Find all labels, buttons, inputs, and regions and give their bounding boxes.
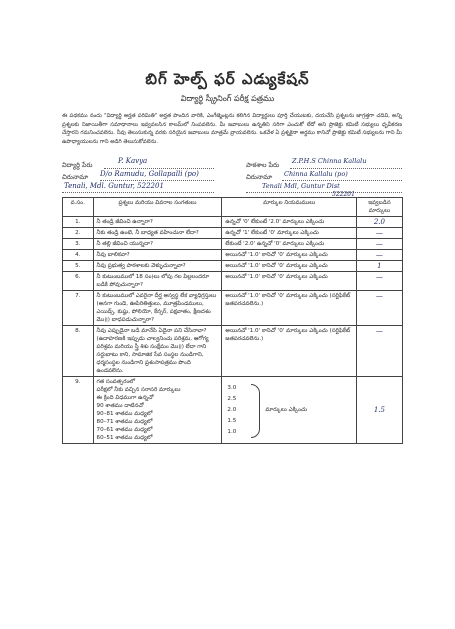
grade-scale-value: 2.5 xyxy=(227,396,237,402)
row-question: నీవు ప్రభుత్వ పాఠశాలకు వెళ్ళుచున్నావా? xyxy=(93,261,222,272)
row-serial: 8. xyxy=(63,326,94,377)
header-question: ప్రశ్నలు మరియు వివరాల సంగతులు xyxy=(93,198,222,217)
grade-scale-value: 3.0 xyxy=(227,385,237,391)
row-serial: 2. xyxy=(63,228,94,239)
row-question-grades xyxy=(93,377,222,444)
table-row xyxy=(63,228,403,239)
grades-line: ఈ క్రింది విధముగా ఉన్నచో xyxy=(96,395,154,401)
row-question: నీవు ఎప్పుడైనా బడి మానేసి ఏదైనా పని చేసినావా? (ఉదాహరణకి ఇప్పుడు చాల్వనించు పరిశ్రమ, ఆగోగ్య పరిశ్రమ మరియు స్త్రీ శిశు సంక్షేమం మొ॥) లేదా గాని సర్దుబాటు కాని, సామాజిక సేవ సంస్థల నుండిగాని, ధర్మసంస్థల నుండిగాని ప్రశంసాపత్రము పొంది ఉండవలెను. xyxy=(93,326,222,377)
row-question: నీ కుటుంబములో 18 సం।లు లోపు గల పిల్లలందరూ బడికి పోవుచున్నారా? xyxy=(93,272,222,291)
row-mark[interactable]: — xyxy=(356,239,402,250)
header-rule: మార్కుల నియమములు xyxy=(222,198,356,217)
header-serial: వ.సం. xyxy=(63,198,94,217)
grades-line: 60–51 శాతము మధ్యలో xyxy=(96,435,153,441)
school-address-line-2 xyxy=(246,192,402,193)
table-row-grades xyxy=(63,377,403,444)
row-question: నీవు బాలికవా? xyxy=(93,250,222,261)
table-row xyxy=(63,261,403,272)
school-name-value[interactable]: Z.P.H.S Chinna Kallalu xyxy=(292,157,367,165)
row-rule: అయినచో '1.0' కానిచో '0' మార్కులు ఎక్కించు (సర్టిఫికేట్ జతపరచవలెను.) xyxy=(222,326,356,377)
form-subtitle: విద్యార్థి స్క్రీనింగ్ పరీక్ష పత్రము xyxy=(180,94,275,103)
grades-line: 70–61 శాతము మధ్యలో xyxy=(96,427,153,433)
row-rule: అయినచో '1.0' కానిచో '0' మార్కులు ఎక్కించు xyxy=(222,272,356,291)
grades-line: 90 శాతము దాటినచో xyxy=(96,403,144,409)
row-rule: ఉన్నచో '1' లేకుంటే '0' మార్కులు ఎక్కించు xyxy=(222,228,356,239)
school-address-value[interactable]: Chinna Kallalu (po) xyxy=(284,170,348,178)
address-label: చిరునామా xyxy=(62,173,89,181)
student-name-value[interactable]: P. Kavya xyxy=(118,157,148,165)
header-marks: ఇవ్వబడిన మార్కులు xyxy=(356,198,402,217)
grades-heading: గత సంవత్సరంలో xyxy=(96,379,136,385)
address-value-2[interactable]: Tenali, Mdl. Guntur, 522201 xyxy=(64,182,164,190)
form-title: బిగ్ హెల్ప్ ఫర్ ఎడ్యుకేషన్ xyxy=(145,70,310,88)
address-line-2 xyxy=(62,192,214,193)
grade-scale xyxy=(225,378,352,442)
grade-scale-value: 1.5 xyxy=(227,418,237,424)
row-rule: లేకుంటే '2.0' ఉన్నచో '0' మార్కులు ఎక్కించు xyxy=(222,239,356,250)
grade-scale-rule: మార్కులు ఎక్కించు xyxy=(265,407,308,413)
row-mark[interactable]: — xyxy=(356,228,402,239)
school-address-value-3[interactable]: 522201 xyxy=(332,191,355,198)
grades-line: 90–81 శాతము మధ్యలో xyxy=(96,411,153,417)
row-serial: 1. xyxy=(63,217,94,228)
row-mark[interactable]: — xyxy=(356,250,402,261)
address-value[interactable]: D/o Ramudu, Gollapalli (po) xyxy=(100,170,199,178)
table-row xyxy=(63,217,403,228)
student-name-line xyxy=(104,168,214,169)
table-row xyxy=(63,326,403,377)
row-question: నీ తండ్రి జీవించి ఉన్నారా? xyxy=(93,217,222,228)
address-line xyxy=(100,180,214,181)
row-mark[interactable]: — xyxy=(356,291,402,326)
row-rule: అయినచో '1.0' కానిచో '0' మార్కులు ఎక్కించు xyxy=(222,250,356,261)
grade-scale-value: 1.0 xyxy=(227,429,237,435)
grade-scale-value: 2.0 xyxy=(227,407,237,413)
table-row xyxy=(63,272,403,291)
school-address-line xyxy=(282,180,402,181)
school-address-label: చిరునామా xyxy=(246,173,273,181)
row-question: నీ తల్లి జీవించి యున్నదా? xyxy=(93,239,222,250)
row-serial: 9. xyxy=(63,377,94,444)
instructions-paragraph: ఈ పథకము నందు "విద్యార్థి అర్హత పరిమితి" అర్హత పొందిన వారికి, ఎంగేజ్మెంట్లను కలిగిన విద్యార్థులు పూర్తి చేయుటకు, దయచేసి ప్రశ్నలను జాగ్రత్తగా చదివి, అన్ని ప్రశ్నలకు నిజాయితీగా సమాధానాలు ఇవ్వవలసిన కాలమ్‌లో నింపవలెను. మీ జవాబులు ఉన్నతిని సరిగా ఎంచుకో లేదో అని ప్రాజెక్టు కమిటీ సభ్యులు ధృవీకరణ చేస్తారని గమనించవలెను. నీవు తెలుసుకున్న వరకు సరియైన జవాబులు మాత్రమే వ్రాయవలెను. ఒకవేళ ఏ ప్రశ్నకైనా అర్థము కానిచో ప్రాజెక్టు కమిటీ సభ్యులను గాని మీ ఉపాధ్యాయులను గాని అడిగి తెలుసుకోవలెను. xyxy=(62,113,402,145)
table-row xyxy=(63,291,403,326)
row-rule-grades xyxy=(222,377,356,444)
grade-scale-values xyxy=(227,384,247,439)
row-serial: 6. xyxy=(63,272,94,291)
brace-icon xyxy=(251,384,260,438)
table-row xyxy=(63,250,403,261)
row-rule: అయినచో '1.0' కానిచో '0' మార్కులు ఎక్కించు (సర్టిఫికేట్ జతపరచవలెను.) xyxy=(222,291,356,326)
table-header-row xyxy=(63,198,403,217)
table-row xyxy=(63,239,403,250)
row-question: నీ కుటుంబములో ఎవరైనా దీర్ఘ అస్వస్థ లేక వ్యాధిగ్రస్తులు (అనగా గుండె, ఊపిరితిత్తులు, మూత్రపిండములు, ఎయిడ్స్, కుష్ఠు, పోలియో, కేన్సర్, పక్షవాతం, క్షీణదశం మొ॥) బాధపడుచున్నారా? xyxy=(93,291,222,326)
grades-line: పరీక్షలో నీకు వచ్చిన సరాసరి మార్కులు xyxy=(96,387,181,393)
school-name-line xyxy=(290,168,402,169)
row-serial: 4. xyxy=(63,250,94,261)
row-mark[interactable]: 2.0 xyxy=(356,217,402,228)
row-mark-grades[interactable]: 1.5 xyxy=(356,377,402,444)
row-rule: అయినచో '1.0' కానిచో '0' మార్కులు ఎక్కించు xyxy=(222,261,356,272)
row-serial: 7. xyxy=(63,291,94,326)
row-mark[interactable]: — xyxy=(356,326,402,377)
school-address-value-2[interactable]: Tenali Mdl, Guntur Dist xyxy=(262,182,340,190)
row-rule: ఉన్నచో '0' లేకుంటే '2.0' మార్కులు ఎక్కించు xyxy=(222,217,356,228)
row-question: నీకు తండ్రి ఉంటె, నీ బాధ్యత వహించునా లేదా? xyxy=(93,228,222,239)
student-name-label: విద్యార్థి పేరు xyxy=(62,161,93,169)
row-serial: 3. xyxy=(63,239,94,250)
school-name-label: పాఠశాల పేరు xyxy=(246,161,280,169)
grades-line: 80–71 శాతము మధ్యలో xyxy=(96,419,153,425)
row-mark[interactable]: 1 xyxy=(356,261,402,272)
row-mark[interactable]: — xyxy=(356,272,402,291)
screening-table xyxy=(62,197,403,444)
row-serial: 5. xyxy=(63,261,94,272)
